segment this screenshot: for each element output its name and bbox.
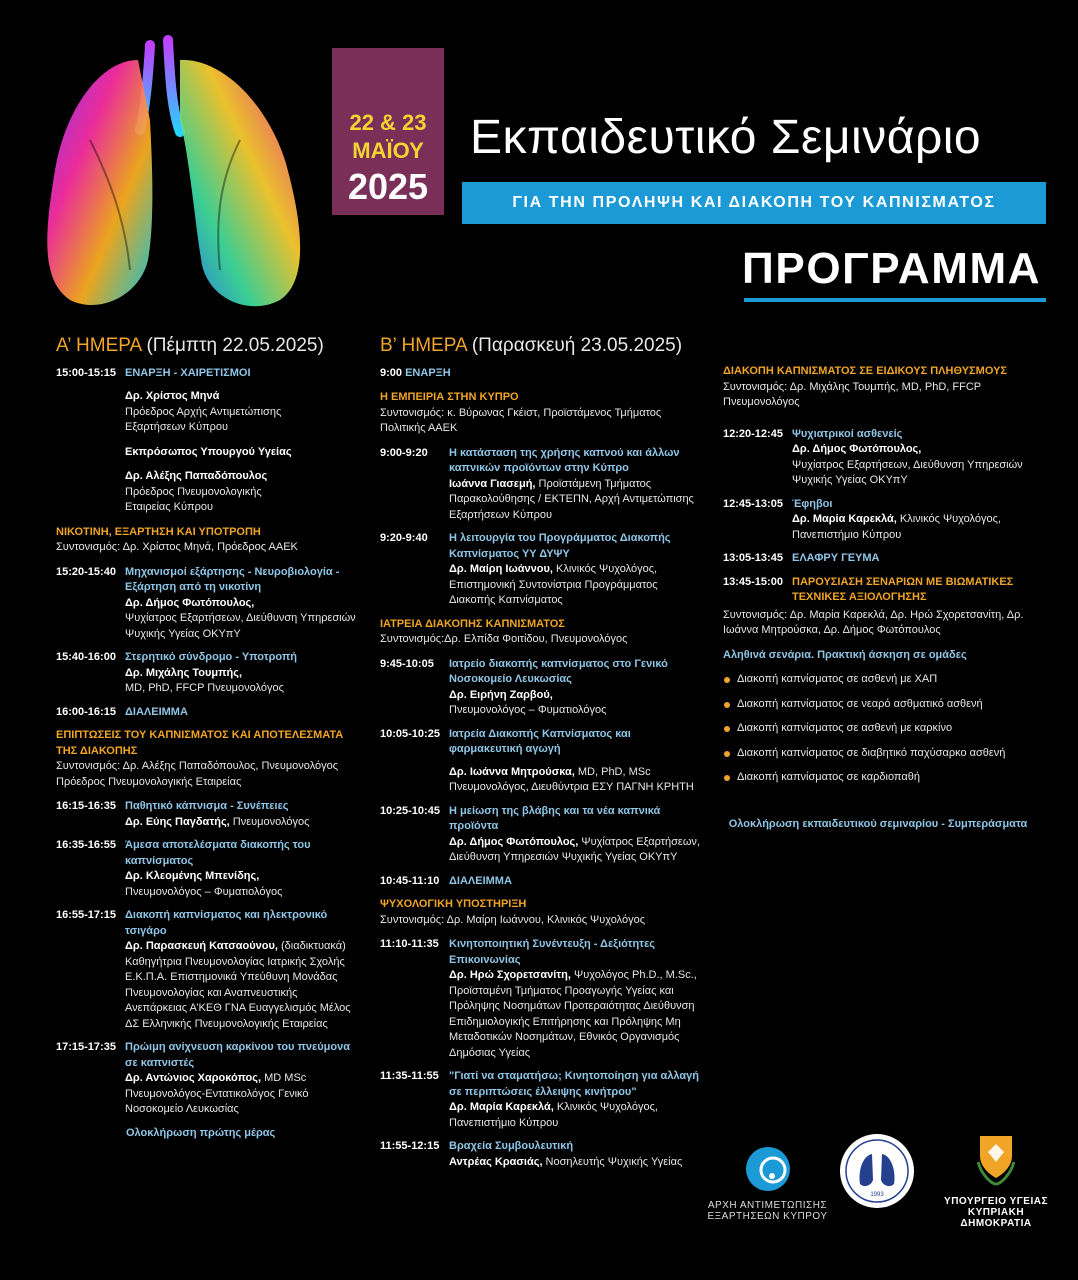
speaker-role: Ψυχίατρος Εξαρτήσεων, Διεύθυνση Υπηρεσιών Ψυχικής Υγείας ΟΚΥπΥ <box>792 458 1023 486</box>
list-item: Διακοπή καπνίσματος σε ασθενή με καρκίνο <box>723 721 1053 737</box>
speaker <box>56 445 356 461</box>
schedule-item <box>380 874 702 890</box>
session-title: ΨΥΧΟΛΟΓΙΚΗ ΥΠΟΣΤΗΡΙΞΗ <box>380 898 527 910</box>
speaker-role: MD, PhD, MSc Πνευμονολόγος, Διευθύντρια ΕΣΥ ΠΑΓΝΗ ΚΡΗΤΗ <box>449 765 694 793</box>
day-b-column <box>380 335 702 1178</box>
session-title: Η ΕΜΠΕΙΡΙΑ ΣΤΗΝ ΚΥΠΡΟ <box>380 391 519 403</box>
speaker <box>56 389 356 436</box>
item-title: ΠΑΡΟΥΣΙΑΣΗ ΣΕΝΑΡΙΩΝ ΜΕ ΒΙΩΜΑΤΙΚΕΣ ΤΕΧΝΙΚΕΣ ΑΞΙΟΛΟΓΗΣΗΣ <box>792 575 1014 603</box>
day-b-label: Β’ ΗΜΕΡΑ <box>380 335 467 356</box>
schedule-item <box>380 657 702 719</box>
lungs-illustration <box>30 20 330 320</box>
session-coordinator: Συντονισμός: κ. Βύρωνας Γκέιστ, Προϊστάμενος Τμήματος Πολιτικής ΑΑΕΚ <box>380 406 662 434</box>
session-block <box>380 897 702 928</box>
item-title: Άμεσα αποτελέσματα διακοπής του καπνίσματος <box>125 839 311 867</box>
item-title: Μηχανισμοί εξάρτησης - Νευροβιολογία - Εξάρτηση από τη νικοτίνη <box>125 565 340 593</box>
cyprus-coat-of-arms <box>974 1132 1018 1186</box>
item-title: Η λειτουργία του Προγράμματος Διακοπής Καπνίσματος ΥΥ ΔΥΨΥ <box>449 532 671 560</box>
date-badge <box>332 48 444 215</box>
speaker-name: Δρ. Ιωάννα Μητρούσκα, <box>449 765 575 778</box>
item-time: 13:05-13:45 <box>723 552 783 564</box>
schedule-item <box>380 446 702 524</box>
schedule-item <box>56 908 356 1032</box>
item-title: Η μείωση της βλάβης και τα νέα καπνικά προϊόντα <box>449 804 661 832</box>
session-coordinator: Συντονισμός: Δρ. Μιχάλης Τουμπής, MD, PhD, FFCP Πνευμονολόγος <box>723 380 981 408</box>
schedule-item <box>380 937 702 1061</box>
schedule-item <box>56 705 356 721</box>
item-time: 9:00 <box>380 366 403 379</box>
speaker-name: Δρ. Μιχάλης Τουμπής, <box>125 666 243 679</box>
date-month: ΜΑΪΟΥ <box>352 138 424 163</box>
speaker-role: Πνευμονολόγος – Φυματιολόγος <box>125 885 283 898</box>
speaker-name: Δρ. Μαίρη Ιωάννου, <box>449 563 553 575</box>
item-title: "Γιατί να σταματήσω; Κινητοποίηση για αλλαγή σε περιπτώσεις έλλειψης κινήτρου" <box>449 1070 700 1098</box>
day-a-column <box>56 335 356 1141</box>
session-title: ΙΑΤΡΕΙΑ ΔΙΑΚΟΠΗΣ ΚΑΠΝΙΣΜΑΤΟΣ <box>380 617 565 630</box>
schedule-item <box>723 427 1053 489</box>
item-time: 9:00-9:20 <box>380 446 428 459</box>
item-time: 16:00-16:15 <box>56 705 116 718</box>
list-item: Διακοπή καπνίσματος σε ασθενή με ΧΑΠ <box>723 672 1053 688</box>
list-item: Διακοπή καπνίσματος σε νεαρό ασθματικό ασθενή <box>723 697 1053 713</box>
speaker-name: Δρ. Δήμος Φωτόπουλος, <box>125 596 255 609</box>
speaker-role: Καθηγήτρια Πνευμονολογίας Ιατρικής Σχολής Ε.Κ.Π.Α. Επιστημονικά Υπεύθυνη Μονάδας Πνευμονολογίας και Αναπνευστικής Ανεπάρκειας Α’ΚΕΘ ΓΝΑ Ευαγγελισμός Μέλος ΔΣ Ελληνικής Πνευμονολογικής Εταιρείας <box>125 955 351 1030</box>
schedule-item <box>380 804 702 866</box>
scenarios-title: Αληθινά σενάρια. Πρακτική άσκηση σε ομάδες <box>723 648 967 661</box>
session-coordinator: Συντονισμός: Δρ. Χρίστος Μηνά, Πρόεδρος ΑΑΕΚ <box>56 541 298 553</box>
item-title: ΕΝΑΡΞΗ - ΧΑΙΡΕΤΙΣΜΟΙ <box>125 366 251 379</box>
session-block <box>723 364 1053 411</box>
speaker-name: Δρ. Αντώνιος Χαροκόπος, <box>125 1072 262 1084</box>
day-b-heading <box>380 335 702 356</box>
speaker-role: Εταιρείας Κύπρου <box>125 501 213 513</box>
schedule-item <box>56 799 356 830</box>
session-block <box>380 390 702 437</box>
date-days: 22 & 23 <box>349 110 427 135</box>
speaker-role: Κλινικός Ψυχολόγος, Πανεπιστήμιο Κύπρου <box>449 1101 658 1129</box>
day-a-date: (Πέμπτη 22.05.2025) <box>146 335 324 356</box>
item-title: Ιατρείο διακοπής καπνίσματος στο Γενικό Νοσοκομείο Λευκωσίας <box>449 657 668 685</box>
speaker-role: Πνευμονολόγος-Εντατικολόγος Γενικό Νοσοκομείο Λευκωσίας <box>125 1087 309 1115</box>
heading-underline <box>744 298 1046 302</box>
speaker-role: Πνευμονολόγος <box>229 815 310 828</box>
moh-name-line1: ΥΠΟΥΡΓΕΙΟ ΥΓΕΙΑΣ <box>944 1196 1048 1207</box>
item-time: 10:05-10:25 <box>380 727 440 740</box>
item-title: Κινητοποιητική Συνέντευξη - Δεξιότητες Επικοινωνίας <box>449 938 656 966</box>
speaker-role: Πνευμονολόγος – Φυματιολόγος <box>449 704 607 716</box>
speaker-name: Δρ. Μαρία Καρεκλά, <box>449 1101 554 1113</box>
speaker-role: Κλινικός Ψυχολόγος, Πανεπιστήμιο Κύπρου <box>792 513 1001 541</box>
item-time: 16:35-16:55 <box>56 839 116 851</box>
speaker-role: Ψυχίατρος Εξαρτήσεων, Διεύθυνση Υπηρεσιών Ψυχικής Υγείας ΟΚΥπΥ <box>125 612 356 640</box>
item-title: Διακοπή καπνίσματος και ηλεκτρονικό τσιγάρο <box>125 909 328 937</box>
schedule-item <box>56 366 356 382</box>
session-block <box>380 617 702 648</box>
item-time: 15:00-15:15 <box>56 366 116 379</box>
schedule-item <box>723 575 1053 606</box>
item-time: 11:55-12:15 <box>380 1140 440 1152</box>
schedule-item <box>723 497 1053 544</box>
speaker <box>56 469 356 516</box>
speaker-note: MD MSc <box>261 1072 307 1084</box>
item-title: ΔΙΑΛΕΙΜΜΑ <box>449 874 512 887</box>
session-coordinator: Συντονισμός: Δρ. Μαρία Καρεκλά, Δρ. Ηρώ Σχορετσανίτη, Δρ. Ιωάννα Μητρούσκα, Δρ. Δήμος Φωτόπουλος <box>723 608 1024 636</box>
speaker-name: Δρ. Εύης Παγδατής, <box>125 815 230 828</box>
schedule-item <box>380 727 702 796</box>
session-coordinator: Συντονισμός: Δρ. Μαίρη Ιωάννου, Κλινικός Ψυχολόγος <box>380 913 646 926</box>
item-title: Βραχεία Συμβουλευτική <box>449 1140 574 1152</box>
item-time: 10:45-11:10 <box>380 874 440 887</box>
item-time: 16:55-17:15 <box>56 909 116 921</box>
item-title: Στερητικό σύνδρομο - Υποτροπή <box>125 651 297 663</box>
schedule-item <box>56 650 356 697</box>
session-coordinator: Συντονισμός:Δρ. Ελπίδα Φοιτίδου, Πνευμονολόγος <box>380 633 628 645</box>
speaker-role: Προϊστάμενη Τμήματος Παρακολούθησης / ΕΚΤΕΠΝ, Αρχή Αντιμετώπισης Εξαρτήσεων Κύπρου <box>449 477 694 521</box>
speaker-name: Εκπρόσωπος Υπουργού Υγείας <box>125 445 292 458</box>
speaker-name: Δρ. Ειρήνη Ζαρβού, <box>449 688 553 701</box>
session-block <box>56 525 356 556</box>
session-title: ΕΠΙΠΤΩΣΕΙΣ ΤΟΥ ΚΑΠΝΙΣΜΑΤΟΣ ΚΑΙ ΑΠΟΤΕΛΕΣΜΑΤΑ ΤΗΣ ΔΙΑΚΟΠΗΣ <box>56 729 344 757</box>
list-item: Διακοπή καπνίσματος σε διαβητικό παχύσαρκο ασθενή <box>723 746 1053 762</box>
day-a-label: Α’ ΗΜΕΡΑ <box>56 335 142 356</box>
session-title: ΔΙΑΚΟΠΗ ΚΑΠΝΙΣΜΑΤΟΣ ΣΕ ΕΙΔΙΚΟΥΣ ΠΛΗΘΥΣΜΟΥΣ <box>723 365 1008 377</box>
session-block <box>56 728 356 790</box>
item-time: 11:35-11:55 <box>380 1070 439 1082</box>
aaek-logo-icon <box>743 1144 793 1194</box>
subtitle-band: ΓΙΑ ΤΗΝ ΠΡΟΛΗΨΗ ΚΑΙ ΔΙΑΚΟΠΗ ΤΟΥ ΚΑΠΝΙΣΜΑΤΟΣ <box>462 182 1046 224</box>
speaker-name: Δρ. Κλεομένης Μπενίδης, <box>125 870 260 882</box>
schedule-item <box>380 1069 702 1131</box>
speaker-name: Δρ. Αλέξης Παπαδόπουλος <box>125 470 268 482</box>
speaker-role: MD, PhD, FFCP Πνευμονολόγος <box>125 682 284 694</box>
list-item: Διακοπή καπνίσματος σε καρδιοπαθή <box>723 770 1053 786</box>
item-title: ΕΝΑΡΞΗ <box>405 366 451 379</box>
speaker-role: Νοσηλευτής Ψυχικής Υγείας <box>542 1155 683 1168</box>
ministry-of-health-logo <box>936 1132 1056 1229</box>
item-title: Πρώιμη ανίχνευση καρκίνου του πνεύμονα σε καπνιστές <box>125 1041 351 1069</box>
speaker-name: Δρ. Δήμος Φωτόπουλος, <box>792 443 922 455</box>
item-title: Ιατρεία Διακοπής Καπνίσματος και φαρμακευτική αγωγή <box>449 727 631 755</box>
item-title: ΔΙΑΛΕΙΜΜΑ <box>125 705 188 718</box>
schedule-item <box>56 1040 356 1118</box>
seminar-closing: Ολοκλήρωση εκπαιδευτικού σεμιναρίου - Συμπεράσματα <box>728 817 1028 830</box>
speaker-role: Κλινικός Ψυχολόγος, Επιστημονική Συντονίστρια Προγράμματος Διακοπής Καπνίσματος <box>449 563 658 606</box>
speaker-name: Δρ. Παρασκευή Κατσαούνου, <box>125 940 278 952</box>
item-title: Ψυχιατρικοί ασθενείς <box>792 427 903 440</box>
speaker-role: Εξαρτήσεων Κύπρου <box>125 421 229 433</box>
society-year: 1993 <box>870 1192 884 1198</box>
speaker-note: (διαδικτυακά) <box>277 940 346 952</box>
speaker-name: Δρ. Δήμος Φωτόπουλος, <box>449 835 579 848</box>
item-time: 15:40-16:00 <box>56 651 116 663</box>
item-title: ΕΛΑΦΡΥ ΓΕΥΜΑ <box>792 552 880 564</box>
schedule-item <box>380 1139 702 1170</box>
item-time: 15:20-15:40 <box>56 565 116 578</box>
speaker-name: Δρ. Χρίστος Μηνά <box>125 390 220 402</box>
day-a-heading <box>56 335 356 356</box>
respiratory-society-logo <box>838 1132 918 1215</box>
item-time: 13:45-15:00 <box>723 575 783 588</box>
schedule-item <box>56 565 356 643</box>
respiratory-society-seal <box>838 1132 916 1210</box>
item-time: 12:20-12:45 <box>723 427 783 440</box>
speaker-role: Ψυχολόγος Ph.D., M.Sc., Προϊσταμένη Τμήματος Προαγωγής Υγείας και Πρόληψης Νοσημάτων Προτεραιότητας Διεύθυνση Επιδημιολογικής Επιτήρησης και Πρόληψης Μη Μεταδοτικών Νοσημάτων, Εθνικός Οργανισμός Δημόσιας Υγείας <box>449 969 697 1059</box>
item-title: Παθητικό κάπνισμα - Συνέπειες <box>125 800 289 812</box>
day-a-closing: Ολοκλήρωση πρώτης μέρας <box>126 1126 276 1139</box>
logo-strip <box>700 1138 1060 1238</box>
item-time: 9:20-9:40 <box>380 532 428 544</box>
item-time: 17:15-17:35 <box>56 1041 116 1053</box>
scenario-list <box>723 672 1053 786</box>
item-time: 9:45-10:05 <box>380 657 434 670</box>
speaker-name: Δρ. Ηρώ Σχορετσανίτη, <box>449 969 571 981</box>
speaker-role: Ψυχίατρος Εξαρτήσεων, Διεύθυνση Υπηρεσιών Ψυχικής Υγείας ΟΚΥπΥ <box>449 835 700 863</box>
schedule-item <box>380 531 702 609</box>
speaker-name: Αντρέας Κρασιάς, <box>449 1155 543 1168</box>
aaek-logo <box>700 1144 835 1222</box>
day-b-continued-column <box>723 364 1053 832</box>
item-time: 12:45-13:05 <box>723 497 783 510</box>
programme-heading: ΠΡΟΓΡΑΜΜΑ <box>742 244 1042 293</box>
item-time: 11:10-11:35 <box>380 938 439 950</box>
date-year: 2025 <box>347 166 429 207</box>
item-title: Η κατάσταση της χρήσης καπνού και άλλων καπνικών προϊόντων στην Κύπρο <box>449 446 680 474</box>
session-title: ΝΙΚΟΤΙΝΗ, ΕΞΑΡΤΗΣΗ ΚΑΙ ΥΠΟΤΡΟΠΗ <box>56 525 261 538</box>
moh-name-line2: ΚΥΠΡΙΑΚΗ ΔΗΜΟΚΡΑΤΙΑ <box>960 1207 1032 1229</box>
speaker-name: Δρ. Μαρία Καρεκλά, <box>792 513 897 525</box>
item-title: Έφηβοι <box>792 497 833 510</box>
page-title: Εκπαιδευτικό Σεμινάριο <box>470 111 982 164</box>
item-time: 16:15-16:35 <box>56 800 116 812</box>
aaek-name-line2: ΕΞΑΡΤΗΣΕΩΝ ΚΥΠΡΟΥ <box>707 1211 828 1222</box>
schedule-item <box>723 551 1053 567</box>
schedule-item <box>56 838 356 900</box>
aaek-name-line1: ΑΡΧΗ ΑΝΤΙΜΕΤΩΠΙΣΗΣ <box>707 1200 828 1211</box>
item-time: 10:25-10:45 <box>380 804 440 817</box>
speaker-role: Πρόεδρος Αρχής Αντιμετώπισης <box>125 405 282 418</box>
speaker-role: Πρόεδρος Πνευμονολογικής <box>125 485 262 498</box>
session-coordinator: Συντονισμός: Δρ. Αλέξης Παπαδόπουλος, Πνευμονολόγος Πρόεδρος Πνευμονολογικής Εταιρείας <box>56 760 339 788</box>
speaker-name: Ιωάννα Γιασεμή, <box>449 477 536 490</box>
day-b-date: (Παρασκευή 23.05.2025) <box>471 335 683 356</box>
schedule-item <box>380 366 702 382</box>
